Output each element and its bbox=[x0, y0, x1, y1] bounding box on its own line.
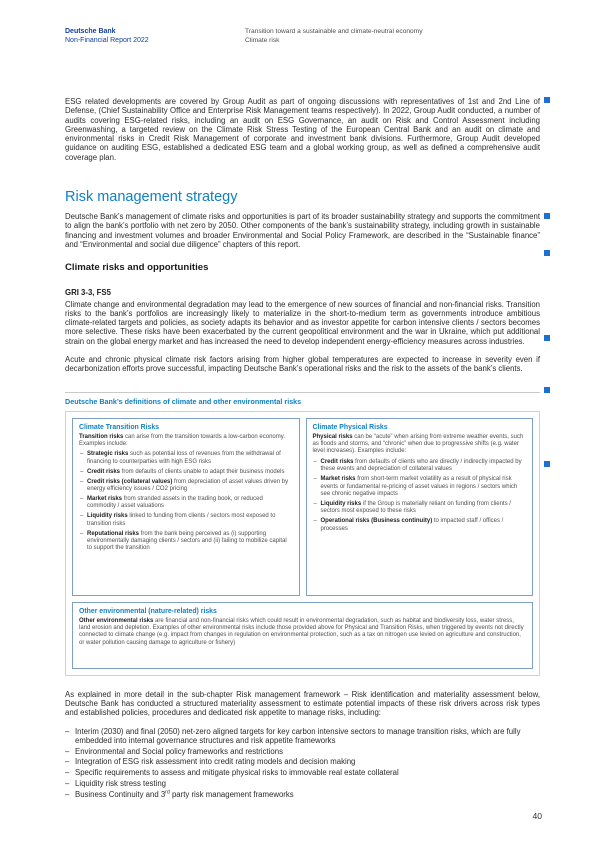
transition-risks-intro bbox=[79, 434, 293, 449]
materiality-paragraph: As explained in more detail in the sub-chapter Risk management framework – Risk identification and materiality assessment below, Deutsche Bank has conducted a structured materiality assessment to estimate potential impacts of these risk drivers across risk types and established policies, procedures and dedicated risk appetite to manage risks, including: bbox=[65, 689, 540, 718]
physical-risks-title: Climate Physical Risks bbox=[312, 423, 388, 431]
transition-intro-rest: can arise from the transition towards a low-carbon economy. Examples include: bbox=[79, 433, 285, 448]
physical-risks-intro bbox=[313, 434, 527, 456]
other-environmental-title: Other environmental (nature-related) risks bbox=[79, 607, 217, 615]
other-environmental-box bbox=[72, 602, 533, 669]
assurance-marker-icon bbox=[544, 250, 550, 256]
transition-risks-title: Climate Transition Risks bbox=[79, 423, 160, 431]
figure-title: Deutsche Bank’s definitions of climate and other environmental risks bbox=[65, 392, 540, 411]
list-item: – Liquidity risks if the Group is materially reliant on funding from clients / sectors most exposed to these risks bbox=[313, 501, 527, 516]
transition-risks-list bbox=[79, 451, 293, 552]
page-header bbox=[65, 27, 542, 45]
list-item: – Strategic risks such as potential loss of revenues from the withdrawal of financing to counterparties with high ESG risks bbox=[79, 451, 293, 466]
list-item: – Credit risks from defaults of clients who are directly / indirectly impacted by these events and depreciation of collateral values bbox=[313, 459, 527, 474]
physical-risks-box bbox=[306, 418, 534, 596]
assurance-marker-icon bbox=[544, 335, 550, 341]
physical-intro-rest: can be “acute” when arising from extreme weather events, such as floods and storms, and “chronic” when due to progressive shifts (e.g. water level increases). Examples include: bbox=[312, 433, 524, 455]
list-item: – Business Continuity and 3rd party risk management frameworks bbox=[65, 790, 540, 799]
climate-change-paragraph: Climate change and environmental degradation may lead to the emergence of new sources of financial and non-financial risks. Transition risks to the bank’s portfolios are increasingly likely to materialize in the short-to-medium term as governments introduce ambitious climate-related targets and policies, as society adapts its behavior and as investor appetite for carbon intensive clients / sectors becomes more selective. These risks have been exacerbated by the current geopolitical environment and the war in Ukraine, which put additional strain on the global energy market and has increased the need to develop independent energy-efficiency measures across industries. bbox=[65, 299, 540, 346]
figure-row bbox=[72, 418, 533, 596]
list-item: – Reputational risks from the bank being perceived as (i) supporting environmentally damaging clients / sectors and (ii) failing to mobilize capital to support the transition bbox=[79, 531, 293, 553]
group-audit-paragraph: ESG related developments are covered by Group Audit as part of ongoing discussions with representatives of 1st and 2nd Line of Defense, (Chief Sustainability Office and Enterprise Risk Management teams respectively). In 2022, Group Audit conducted, a number of audits covering ESG-related risks, including an audit on ESG Governance, an audit on Risk and Control Assessment including Greenwashing, a targeted review on the Climate Risk Stress Testing of the European Central Bank and an audit on climate and environmental risks in Credit Risk Management of corporate and investment bank divisions. Furthermore, Group Audit developed guidance on auditing ESG, established a dedicated ESG team and a global working group, as well as defined a comprehensive audit coverage plan. bbox=[65, 97, 540, 162]
transition-risks-box bbox=[72, 418, 300, 596]
report-title: Non-Financial Report 2022 bbox=[65, 37, 149, 44]
list-item: – Specific requirements to assess and mitigate physical risks to immovable real estate collateral bbox=[65, 768, 540, 777]
gri-reference: GRI 3-3, FS5 bbox=[65, 288, 111, 298]
strategy-paragraph: Deutsche Bank’s management of climate risks and opportunities is part of its broader sustainability strategy and supports the commitment to align the bank’s portfolio with net zero by 2050. Other components of the bank’s sustainability strategy, including growth in sustainable financing and investment volumes and broader Environmental and Social Policy Framework, are described in the “Sustainable finance” and “Environmental and social due diligence” chapters of this report. bbox=[65, 212, 540, 249]
physical-risks-list bbox=[313, 459, 527, 533]
physical-risk-paragraph: Acute and chronic physical climate risk factors arising from higher global temperatures are expected to increase in severity even if decarbonization efforts prove successful, impacting Deutsche Bank’s operational risks and the risk to the assets of the bank’s clients. bbox=[65, 355, 540, 374]
list-item: – Liquidity risk stress testing bbox=[65, 779, 540, 788]
physical-intro-lead: Physical risks bbox=[312, 433, 353, 440]
risk-measures-list bbox=[65, 727, 540, 800]
header-left bbox=[65, 27, 245, 45]
brand-name: Deutsche Bank bbox=[65, 28, 116, 35]
transition-intro-lead: Transition risks bbox=[79, 433, 124, 440]
list-item: – Liquidity risks linked to funding from clients / sectors most exposed to transition risks bbox=[79, 513, 293, 528]
list-item: – Market risks from short-term market volatility as a result of physical risk events or fundamental re-pricing of asset values in regions / sectors which see chronic negative impacts bbox=[313, 476, 527, 498]
climate-risks-opportunities-heading: Climate risks and opportunities bbox=[65, 262, 209, 274]
page-content bbox=[65, 97, 540, 801]
list-item: – Credit risks (collateral values) from depreciation of asset values driven by energy efficiency issues / CO2 pricing bbox=[79, 479, 293, 494]
list-item: – Credit risks from defaults of clients unable to adapt their business models bbox=[79, 469, 293, 476]
list-item: – Operational risks (Business continuity) to impacted staff / offices / processes bbox=[313, 518, 527, 533]
assurance-marker-icon bbox=[544, 461, 550, 467]
other-body-rest: are financial and non-financial risks which could result in environmental degradation, such as habitat and biodiversity loss, water stress, land erosion and depletion. Examples of other environmental risks include those provided above for Physical and Transition Risks, when triggered by events not directly connected to climate change (e.g. impact from changes in regulation on environmental protection, such as a tax on nitrogen use levied on agriculture and construction, or water pollution causing damage to agriculture or fishery) bbox=[79, 617, 524, 646]
list-item: – Integration of ESG risk assessment into credit rating models and decision making bbox=[65, 757, 540, 766]
list-item: – Market risks from stranded assets in the trading book, or reduced commodity / asset valuations bbox=[79, 496, 293, 511]
figure-body bbox=[65, 411, 540, 676]
assurance-marker-icon bbox=[544, 97, 550, 103]
assurance-marker-icon bbox=[544, 387, 550, 393]
assurance-marker-icon bbox=[544, 213, 550, 219]
chapter-title: Transition toward a sustainable and climate-neutral economy bbox=[245, 28, 423, 35]
definitions-figure bbox=[65, 392, 540, 676]
header-right bbox=[245, 27, 423, 45]
list-item: – Interim (2030) and final (2050) net-zero aligned targets for key carbon intensive sectors to manage transition risks, which are fully embedded into internal governance structures and risk appetite frameworks bbox=[65, 727, 540, 746]
list-item: – Environmental and Social policy frameworks and restrictions bbox=[65, 747, 540, 756]
other-environmental-body bbox=[79, 618, 526, 648]
page-number: 40 bbox=[532, 811, 542, 821]
risk-management-strategy-heading: Risk management strategy bbox=[65, 189, 238, 206]
other-body-lead: Other environmental risks bbox=[79, 617, 154, 624]
section-title: Climate risk bbox=[245, 37, 280, 44]
